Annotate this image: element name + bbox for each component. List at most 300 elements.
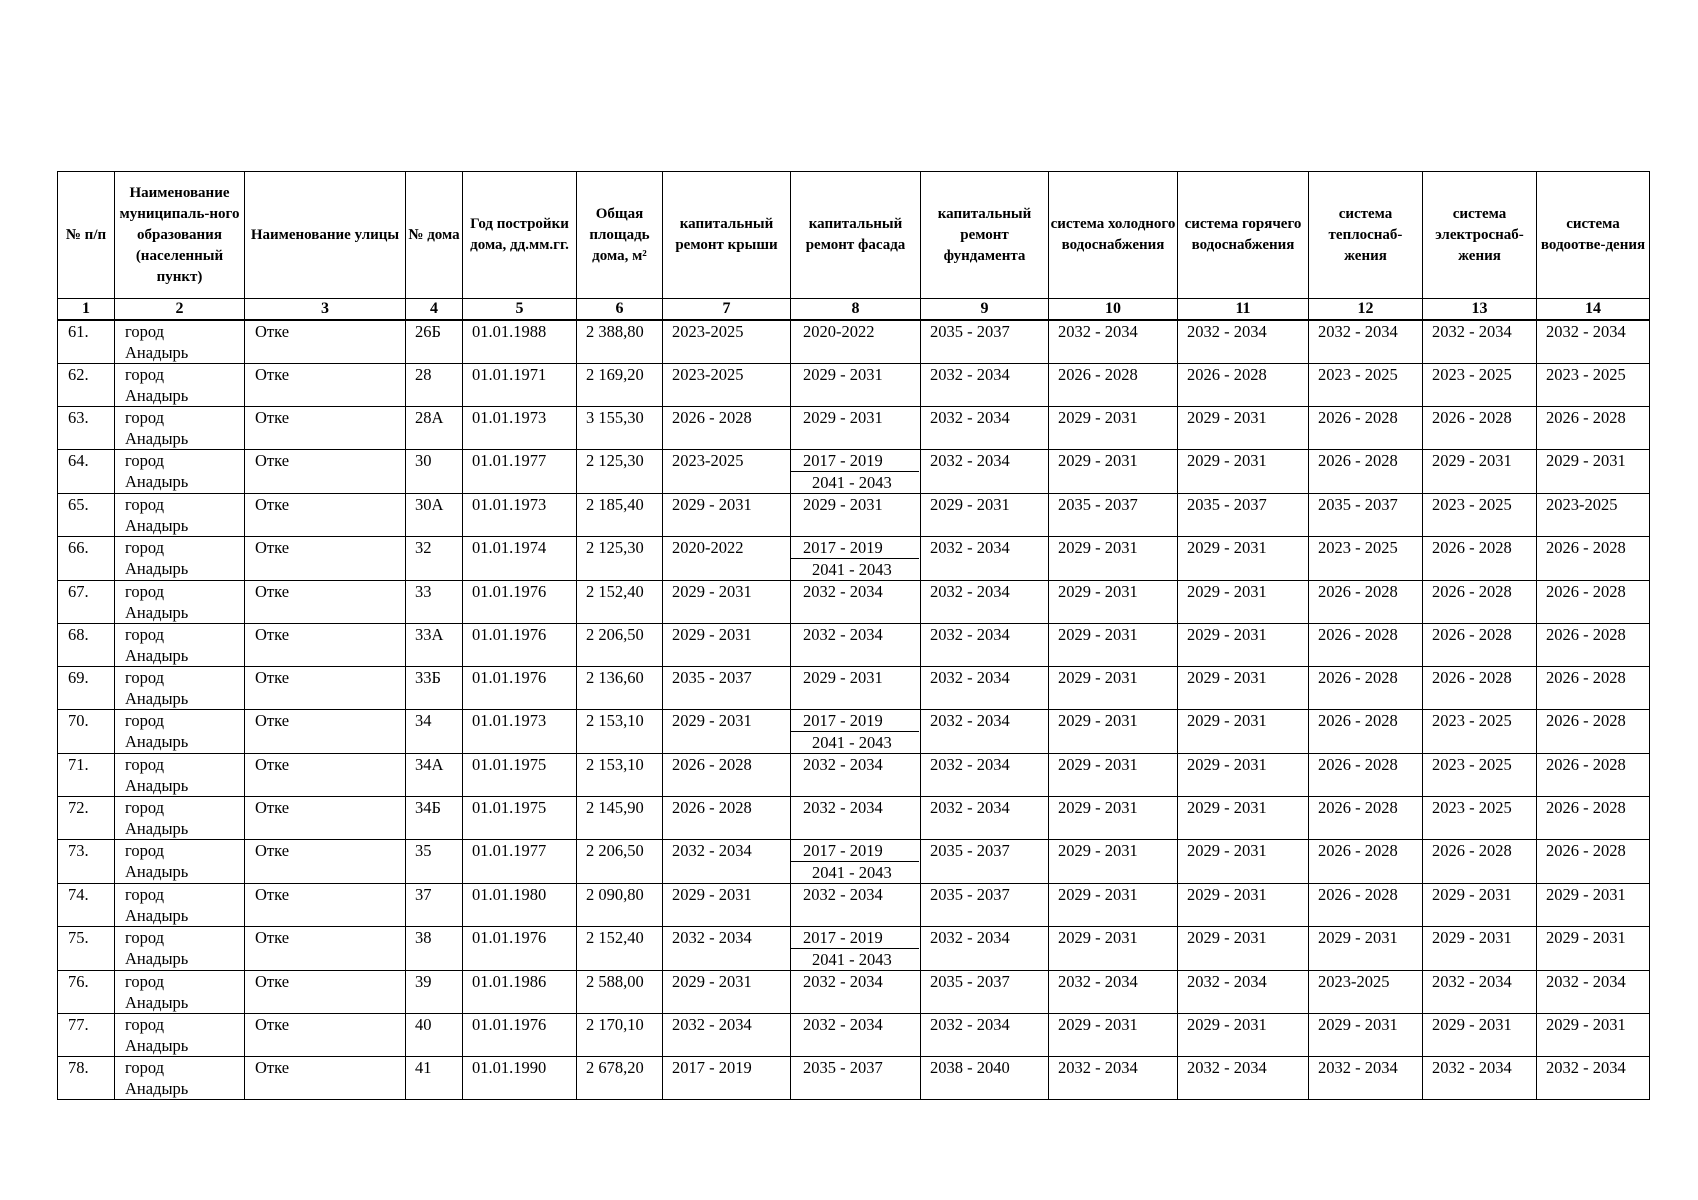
facade-period: 2029 - 2031 [803, 408, 883, 427]
facade-repair-cell [791, 364, 921, 407]
sewerage-cell: 2029 - 2031 [1537, 450, 1650, 494]
hot-water-cell: 2029 - 2031 [1178, 884, 1309, 927]
table-row [58, 710, 1650, 754]
sewerage-cell: 2026 - 2028 [1537, 407, 1650, 450]
hot-water-cell: 2029 - 2031 [1178, 667, 1309, 710]
electricity-cell: 2029 - 2031 [1423, 884, 1537, 927]
build-year-cell: 01.01.1975 [463, 797, 577, 840]
table-row [58, 494, 1650, 537]
column-number: 10 [1049, 299, 1178, 321]
electricity-cell: 2023 - 2025 [1423, 710, 1537, 754]
header-hot-water: система горячего водоснабжения [1178, 172, 1309, 299]
roof-repair-cell: 2035 - 2037 [663, 667, 791, 710]
house-number-cell: 34 [406, 710, 463, 754]
sewerage-cell: 2029 - 2031 [1537, 927, 1650, 971]
cold-water-cell: 2029 - 2031 [1049, 754, 1178, 797]
street-cell: Отке [245, 927, 406, 971]
document-page [57, 171, 1650, 1100]
row-number-cell: 73. [58, 840, 115, 884]
street-cell: Отке [245, 407, 406, 450]
header-sewerage: система водоотве-дения [1537, 172, 1650, 299]
roof-repair-cell: 2026 - 2028 [663, 407, 791, 450]
municipality-line: город [125, 1058, 165, 1077]
sewerage-cell: 2023-2025 [1537, 494, 1650, 537]
municipality-line: город [125, 538, 165, 557]
hot-water-cell: 2029 - 2031 [1178, 581, 1309, 624]
roof-repair-cell: 2032 - 2034 [663, 927, 791, 971]
municipality-line: город [125, 928, 165, 947]
total-area-cell: 2 136,60 [577, 667, 663, 710]
repair-schedule-table [57, 171, 1650, 1100]
municipality-line: Анадырь [125, 949, 189, 968]
municipality-line: город [125, 755, 165, 774]
electricity-cell: 2029 - 2031 [1423, 927, 1537, 971]
facade-period: 2017 - 2019 [791, 710, 919, 732]
facade-repair-cell [791, 927, 921, 971]
facade-repair-cell [791, 320, 921, 364]
hot-water-cell: 2029 - 2031 [1178, 450, 1309, 494]
build-year-cell: 01.01.1977 [463, 450, 577, 494]
table-row [58, 1057, 1650, 1100]
hot-water-cell: 2029 - 2031 [1178, 754, 1309, 797]
heating-cell: 2032 - 2034 [1309, 1057, 1423, 1100]
municipality-cell [115, 971, 245, 1014]
house-number-cell: 33А [406, 624, 463, 667]
hot-water-cell: 2029 - 2031 [1178, 710, 1309, 754]
roof-repair-cell: 2020-2022 [663, 537, 791, 581]
table-row [58, 537, 1650, 581]
build-year-cell: 01.01.1977 [463, 840, 577, 884]
row-number-cell: 67. [58, 581, 115, 624]
municipality-line: город [125, 1015, 165, 1034]
total-area-cell: 2 170,10 [577, 1014, 663, 1057]
sewerage-cell: 2026 - 2028 [1537, 667, 1650, 710]
facade-period: 2017 - 2019 [791, 450, 919, 472]
roof-repair-cell: 2017 - 2019 [663, 1057, 791, 1100]
row-number-cell: 64. [58, 450, 115, 494]
hot-water-cell: 2029 - 2031 [1178, 624, 1309, 667]
facade-period: 2029 - 2031 [803, 668, 883, 687]
facade-repair-cell [791, 710, 921, 754]
electricity-cell: 2026 - 2028 [1423, 667, 1537, 710]
house-number-cell: 32 [406, 537, 463, 581]
hot-water-cell: 2032 - 2034 [1178, 1057, 1309, 1100]
hot-water-cell: 2029 - 2031 [1178, 797, 1309, 840]
facade-repair-cell [791, 581, 921, 624]
cold-water-cell: 2029 - 2031 [1049, 450, 1178, 494]
sewerage-cell: 2032 - 2034 [1537, 971, 1650, 1014]
foundation-repair-cell: 2035 - 2037 [921, 320, 1049, 364]
facade-repair-cell [791, 1057, 921, 1100]
roof-repair-cell: 2023-2025 [663, 364, 791, 407]
column-number-row [58, 299, 1650, 321]
hot-water-cell: 2026 - 2028 [1178, 364, 1309, 407]
facade-period: 2032 - 2034 [803, 798, 883, 817]
sewerage-cell: 2032 - 2034 [1537, 320, 1650, 364]
municipality-cell [115, 840, 245, 884]
street-cell: Отке [245, 754, 406, 797]
municipality-cell [115, 710, 245, 754]
heating-cell: 2023-2025 [1309, 971, 1423, 1014]
row-number-cell: 65. [58, 494, 115, 537]
row-number-cell: 66. [58, 537, 115, 581]
row-number-cell: 72. [58, 797, 115, 840]
electricity-cell: 2032 - 2034 [1423, 1057, 1537, 1100]
heating-cell: 2026 - 2028 [1309, 797, 1423, 840]
cold-water-cell: 2029 - 2031 [1049, 581, 1178, 624]
table-row [58, 1014, 1650, 1057]
municipality-line: Анадырь [125, 646, 189, 665]
street-cell: Отке [245, 494, 406, 537]
municipality-line: город [125, 885, 165, 904]
street-cell: Отке [245, 884, 406, 927]
facade-period: 2032 - 2034 [803, 885, 883, 904]
foundation-repair-cell: 2035 - 2037 [921, 840, 1049, 884]
foundation-repair-cell: 2032 - 2034 [921, 450, 1049, 494]
sewerage-cell: 2023 - 2025 [1537, 364, 1650, 407]
house-number-cell: 30 [406, 450, 463, 494]
hot-water-cell: 2029 - 2031 [1178, 407, 1309, 450]
facade-repair-cell [791, 971, 921, 1014]
heating-cell: 2029 - 2031 [1309, 1014, 1423, 1057]
foundation-repair-cell: 2032 - 2034 [921, 624, 1049, 667]
heating-cell: 2026 - 2028 [1309, 710, 1423, 754]
total-area-cell: 2 206,50 [577, 840, 663, 884]
street-cell: Отке [245, 364, 406, 407]
heating-cell: 2026 - 2028 [1309, 884, 1423, 927]
header-row-number: № п/п [58, 172, 115, 299]
foundation-repair-cell: 2032 - 2034 [921, 581, 1049, 624]
total-area-cell: 2 153,10 [577, 710, 663, 754]
street-cell: Отке [245, 320, 406, 364]
foundation-repair-cell: 2035 - 2037 [921, 884, 1049, 927]
hot-water-cell: 2032 - 2034 [1178, 320, 1309, 364]
header-total-area: Общая площадь дома, м² [577, 172, 663, 299]
row-number-cell: 75. [58, 927, 115, 971]
municipality-line: Анадырь [125, 776, 189, 795]
header-heating: система теплоснаб-жения [1309, 172, 1423, 299]
column-number: 8 [791, 299, 921, 321]
municipality-line: Анадырь [125, 819, 189, 838]
facade-repair-cell [791, 1014, 921, 1057]
electricity-cell: 2023 - 2025 [1423, 364, 1537, 407]
total-area-cell: 2 090,80 [577, 884, 663, 927]
house-number-cell: 33Б [406, 667, 463, 710]
facade-repair-cell [791, 884, 921, 927]
build-year-cell: 01.01.1976 [463, 927, 577, 971]
sewerage-cell: 2026 - 2028 [1537, 581, 1650, 624]
electricity-cell: 2023 - 2025 [1423, 494, 1537, 537]
house-number-cell: 34А [406, 754, 463, 797]
heating-cell: 2026 - 2028 [1309, 624, 1423, 667]
build-year-cell: 01.01.1973 [463, 710, 577, 754]
foundation-repair-cell: 2032 - 2034 [921, 710, 1049, 754]
street-cell: Отке [245, 624, 406, 667]
row-number-cell: 78. [58, 1057, 115, 1100]
street-cell: Отке [245, 840, 406, 884]
house-number-cell: 38 [406, 927, 463, 971]
total-area-cell: 2 145,90 [577, 797, 663, 840]
header-cold-water: система холодного водоснабжения [1049, 172, 1178, 299]
column-number: 9 [921, 299, 1049, 321]
sewerage-cell: 2029 - 2031 [1537, 884, 1650, 927]
column-number: 5 [463, 299, 577, 321]
facade-repair-cell [791, 537, 921, 581]
row-number-cell: 71. [58, 754, 115, 797]
cold-water-cell: 2029 - 2031 [1049, 1014, 1178, 1057]
sewerage-cell: 2026 - 2028 [1537, 624, 1650, 667]
foundation-repair-cell: 2038 - 2040 [921, 1057, 1049, 1100]
cold-water-cell: 2029 - 2031 [1049, 840, 1178, 884]
roof-repair-cell: 2023-2025 [663, 450, 791, 494]
facade-repair-cell [791, 840, 921, 884]
house-number-cell: 28А [406, 407, 463, 450]
table-row [58, 667, 1650, 710]
table-row [58, 840, 1650, 884]
municipality-line: Анадырь [125, 603, 189, 622]
cold-water-cell: 2032 - 2034 [1049, 971, 1178, 1014]
roof-repair-cell: 2029 - 2031 [663, 971, 791, 1014]
municipality-line: Анадырь [125, 732, 189, 751]
house-number-cell: 37 [406, 884, 463, 927]
municipality-cell [115, 624, 245, 667]
column-number: 4 [406, 299, 463, 321]
heating-cell: 2029 - 2031 [1309, 927, 1423, 971]
table-row [58, 754, 1650, 797]
cold-water-cell: 2029 - 2031 [1049, 710, 1178, 754]
facade-repair-cell [791, 624, 921, 667]
total-area-cell: 2 152,40 [577, 927, 663, 971]
row-number-cell: 68. [58, 624, 115, 667]
header-house-number: № дома [406, 172, 463, 299]
municipality-line: город [125, 408, 165, 427]
build-year-cell: 01.01.1973 [463, 407, 577, 450]
facade-period: 2041 - 2043 [812, 863, 892, 882]
municipality-cell [115, 494, 245, 537]
facade-period: 2032 - 2034 [803, 582, 883, 601]
hot-water-cell: 2029 - 2031 [1178, 537, 1309, 581]
electricity-cell: 2032 - 2034 [1423, 320, 1537, 364]
row-number-cell: 76. [58, 971, 115, 1014]
hot-water-cell: 2032 - 2034 [1178, 971, 1309, 1014]
foundation-repair-cell: 2035 - 2037 [921, 971, 1049, 1014]
foundation-repair-cell: 2032 - 2034 [921, 754, 1049, 797]
row-number-cell: 70. [58, 710, 115, 754]
build-year-cell: 01.01.1975 [463, 754, 577, 797]
facade-repair-cell [791, 450, 921, 494]
table-row [58, 797, 1650, 840]
street-cell: Отке [245, 1057, 406, 1100]
row-number-cell: 62. [58, 364, 115, 407]
electricity-cell: 2032 - 2034 [1423, 971, 1537, 1014]
foundation-repair-cell: 2032 - 2034 [921, 667, 1049, 710]
column-number: 14 [1537, 299, 1650, 321]
municipality-line: Анадырь [125, 1036, 189, 1055]
municipality-cell [115, 1057, 245, 1100]
heating-cell: 2023 - 2025 [1309, 537, 1423, 581]
sewerage-cell: 2026 - 2028 [1537, 797, 1650, 840]
heating-cell: 2023 - 2025 [1309, 364, 1423, 407]
municipality-cell [115, 667, 245, 710]
house-number-cell: 40 [406, 1014, 463, 1057]
column-number: 7 [663, 299, 791, 321]
municipality-cell [115, 581, 245, 624]
facade-period: 2017 - 2019 [791, 537, 919, 559]
total-area-cell: 2 678,20 [577, 1057, 663, 1100]
facade-repair-cell [791, 797, 921, 840]
total-area-cell: 2 153,10 [577, 754, 663, 797]
facade-repair-cell [791, 754, 921, 797]
column-number: 12 [1309, 299, 1423, 321]
electricity-cell: 2026 - 2028 [1423, 407, 1537, 450]
foundation-repair-cell: 2032 - 2034 [921, 407, 1049, 450]
row-number-cell: 74. [58, 884, 115, 927]
sewerage-cell: 2026 - 2028 [1537, 710, 1650, 754]
facade-period: 2029 - 2031 [803, 365, 883, 384]
build-year-cell: 01.01.1974 [463, 537, 577, 581]
cold-water-cell: 2029 - 2031 [1049, 624, 1178, 667]
municipality-line: Анадырь [125, 689, 189, 708]
municipality-line: Анадырь [125, 993, 189, 1012]
total-area-cell: 3 155,30 [577, 407, 663, 450]
municipality-line: Анадырь [125, 516, 189, 535]
roof-repair-cell: 2029 - 2031 [663, 624, 791, 667]
municipality-line: город [125, 711, 165, 730]
row-number-cell: 63. [58, 407, 115, 450]
roof-repair-cell: 2029 - 2031 [663, 884, 791, 927]
header-foundation-repair: капитальный ремонт фундамента [921, 172, 1049, 299]
column-number: 3 [245, 299, 406, 321]
municipality-line: город [125, 451, 165, 470]
header-street: Наименование улицы [245, 172, 406, 299]
header-roof-repair: капитальный ремонт крыши [663, 172, 791, 299]
municipality-cell [115, 364, 245, 407]
electricity-cell: 2023 - 2025 [1423, 754, 1537, 797]
electricity-cell: 2026 - 2028 [1423, 840, 1537, 884]
heating-cell: 2026 - 2028 [1309, 581, 1423, 624]
facade-period: 2041 - 2043 [812, 733, 892, 752]
facade-period: 2017 - 2019 [791, 927, 919, 949]
total-area-cell: 2 388,80 [577, 320, 663, 364]
municipality-cell [115, 407, 245, 450]
column-number: 6 [577, 299, 663, 321]
table-row [58, 364, 1650, 407]
roof-repair-cell: 2032 - 2034 [663, 840, 791, 884]
electricity-cell: 2026 - 2028 [1423, 624, 1537, 667]
build-year-cell: 01.01.1973 [463, 494, 577, 537]
build-year-cell: 01.01.1976 [463, 1014, 577, 1057]
facade-period: 2032 - 2034 [803, 625, 883, 644]
total-area-cell: 2 125,30 [577, 537, 663, 581]
facade-period: 2035 - 2037 [803, 1058, 883, 1077]
foundation-repair-cell: 2032 - 2034 [921, 364, 1049, 407]
street-cell: Отке [245, 1014, 406, 1057]
total-area-cell: 2 588,00 [577, 971, 663, 1014]
table-row [58, 450, 1650, 494]
foundation-repair-cell: 2032 - 2034 [921, 537, 1049, 581]
municipality-line: город [125, 625, 165, 644]
house-number-cell: 33 [406, 581, 463, 624]
municipality-line: Анадырь [125, 429, 189, 448]
sewerage-cell: 2032 - 2034 [1537, 1057, 1650, 1100]
municipality-line: Анадырь [125, 1079, 189, 1098]
heating-cell: 2035 - 2037 [1309, 494, 1423, 537]
facade-repair-cell [791, 494, 921, 537]
electricity-cell: 2029 - 2031 [1423, 1014, 1537, 1057]
sewerage-cell: 2029 - 2031 [1537, 1014, 1650, 1057]
facade-period: 2041 - 2043 [812, 950, 892, 969]
header-row [58, 172, 1650, 299]
build-year-cell: 01.01.1976 [463, 624, 577, 667]
municipality-cell [115, 884, 245, 927]
house-number-cell: 28 [406, 364, 463, 407]
municipality-line: Анадырь [125, 386, 189, 405]
build-year-cell: 01.01.1976 [463, 667, 577, 710]
street-cell: Отке [245, 581, 406, 624]
column-number: 11 [1178, 299, 1309, 321]
municipality-cell [115, 797, 245, 840]
electricity-cell: 2023 - 2025 [1423, 797, 1537, 840]
house-number-cell: 34Б [406, 797, 463, 840]
facade-repair-cell [791, 667, 921, 710]
foundation-repair-cell: 2032 - 2034 [921, 927, 1049, 971]
total-area-cell: 2 125,30 [577, 450, 663, 494]
municipality-cell [115, 1014, 245, 1057]
heating-cell: 2026 - 2028 [1309, 407, 1423, 450]
hot-water-cell: 2029 - 2031 [1178, 840, 1309, 884]
municipality-line: Анадырь [125, 472, 189, 491]
municipality-line: город [125, 495, 165, 514]
cold-water-cell: 2029 - 2031 [1049, 797, 1178, 840]
total-area-cell: 2 185,40 [577, 494, 663, 537]
street-cell: Отке [245, 710, 406, 754]
facade-period: 2020-2022 [803, 322, 875, 341]
street-cell: Отке [245, 667, 406, 710]
facade-period: 2032 - 2034 [803, 972, 883, 991]
roof-repair-cell: 2026 - 2028 [663, 797, 791, 840]
table-row [58, 927, 1650, 971]
build-year-cell: 01.01.1988 [463, 320, 577, 364]
foundation-repair-cell: 2032 - 2034 [921, 1014, 1049, 1057]
total-area-cell: 2 152,40 [577, 581, 663, 624]
build-year-cell: 01.01.1986 [463, 971, 577, 1014]
roof-repair-cell: 2029 - 2031 [663, 494, 791, 537]
roof-repair-cell: 2026 - 2028 [663, 754, 791, 797]
hot-water-cell: 2029 - 2031 [1178, 1014, 1309, 1057]
hot-water-cell: 2029 - 2031 [1178, 927, 1309, 971]
municipality-cell [115, 927, 245, 971]
house-number-cell: 39 [406, 971, 463, 1014]
row-number-cell: 61. [58, 320, 115, 364]
roof-repair-cell: 2029 - 2031 [663, 710, 791, 754]
header-municipality: Наименование муниципаль-ного образования (населенный пункт) [115, 172, 245, 299]
hot-water-cell: 2035 - 2037 [1178, 494, 1309, 537]
heating-cell: 2026 - 2028 [1309, 754, 1423, 797]
municipality-cell [115, 754, 245, 797]
municipality-cell [115, 320, 245, 364]
cold-water-cell: 2029 - 2031 [1049, 667, 1178, 710]
cold-water-cell: 2029 - 2031 [1049, 927, 1178, 971]
facade-period: 2032 - 2034 [803, 755, 883, 774]
total-area-cell: 2 206,50 [577, 624, 663, 667]
heating-cell: 2026 - 2028 [1309, 840, 1423, 884]
municipality-line: город [125, 582, 165, 601]
municipality-line: город [125, 798, 165, 817]
heating-cell: 2026 - 2028 [1309, 667, 1423, 710]
sewerage-cell: 2026 - 2028 [1537, 754, 1650, 797]
row-number-cell: 77. [58, 1014, 115, 1057]
heating-cell: 2026 - 2028 [1309, 450, 1423, 494]
